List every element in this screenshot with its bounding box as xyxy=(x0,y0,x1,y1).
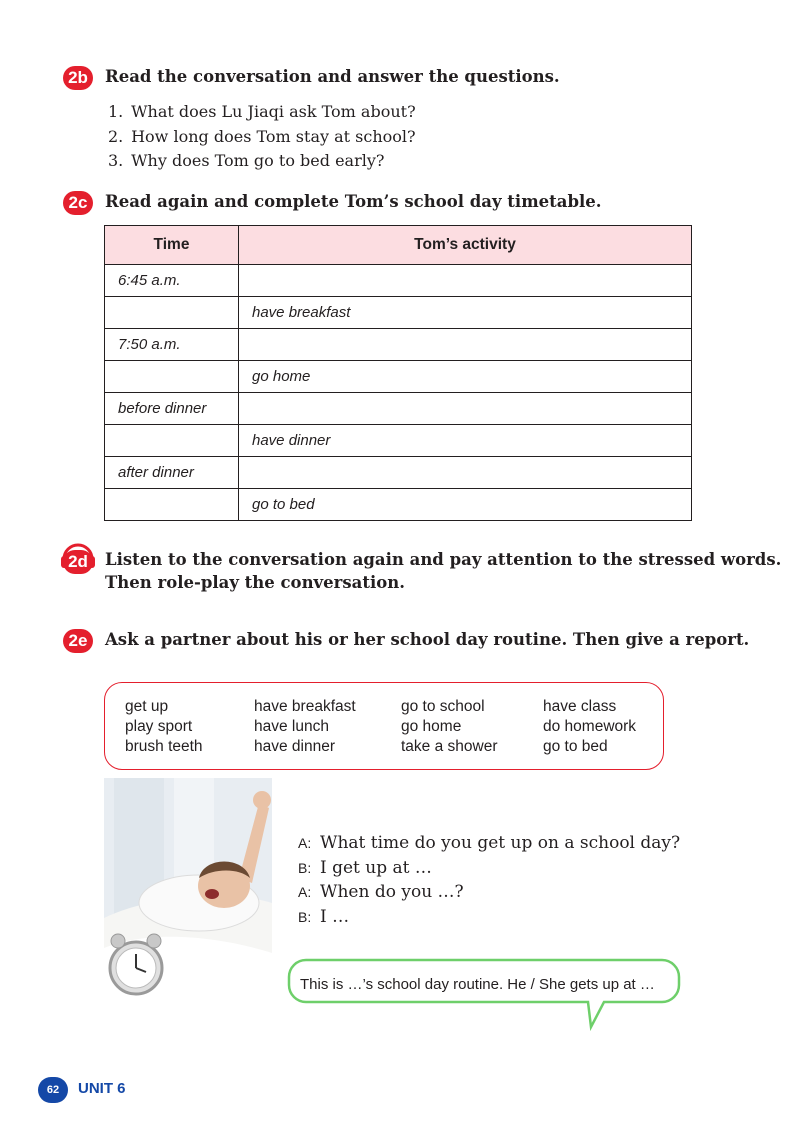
time-cell[interactable]: 6:45 a.m. xyxy=(105,265,239,297)
phrase-column xyxy=(125,697,203,757)
question-item: 3. Why does Tom go to bed early? xyxy=(108,151,385,170)
section-badge-2c: 2c xyxy=(63,191,93,215)
section-2e-title: Ask a partner about his or her school day routine. Then give a report. xyxy=(105,630,750,649)
table-row xyxy=(105,329,692,361)
phrase-item: do homework xyxy=(543,718,637,735)
question-list xyxy=(108,100,416,174)
timetable xyxy=(104,225,692,521)
activity-cell[interactable]: go to bed xyxy=(239,489,692,521)
phrase-item: have breakfast xyxy=(254,698,356,715)
phrase-item: go home xyxy=(401,718,462,735)
time-cell[interactable] xyxy=(105,489,239,521)
time-cell[interactable] xyxy=(105,425,239,457)
section-badge-2d: 2d xyxy=(63,550,93,574)
time-cell[interactable]: before dinner xyxy=(105,393,239,425)
dialog-line: B: I get up at … xyxy=(298,857,432,878)
question-item: 2. How long does Tom stay at school? xyxy=(108,126,416,146)
section-2d-title-line1: Listen to the conversation again and pay attention to the stressed words. xyxy=(105,550,782,569)
table-row xyxy=(105,489,692,521)
section-badge-2b: 2b xyxy=(63,66,93,90)
activity-cell[interactable] xyxy=(239,265,692,297)
activity-cell[interactable] xyxy=(239,329,692,361)
page-number: 62 xyxy=(38,1077,68,1103)
phrase-item: have class xyxy=(543,698,617,715)
phrase-item: go to bed xyxy=(543,738,608,755)
phrase-column xyxy=(254,697,356,757)
table-row xyxy=(105,425,692,457)
activity-cell[interactable] xyxy=(239,457,692,489)
phrase-column xyxy=(543,697,636,757)
section-badge-2e: 2e xyxy=(63,629,93,653)
unit-label: UNIT 6 xyxy=(78,1080,126,1097)
sample-dialog xyxy=(298,831,680,929)
table-row xyxy=(105,265,692,297)
phrase-item: play sport xyxy=(125,718,193,735)
timetable-header-row xyxy=(105,226,692,265)
activity-cell[interactable]: go home xyxy=(239,361,692,393)
speech-bubble xyxy=(286,957,682,1033)
phrase-column xyxy=(401,697,498,757)
phrase-item: get up xyxy=(125,698,169,715)
section-2d-title-line2: Then role-play the conversation. xyxy=(105,573,405,592)
activity-cell[interactable]: have breakfast xyxy=(239,297,692,329)
table-row xyxy=(105,361,692,393)
section-2c-title: Read again and complete Tom’s school day timetable. xyxy=(105,192,602,211)
section-2b-title: Read the conversation and answer the questions. xyxy=(105,67,560,86)
time-cell[interactable]: after dinner xyxy=(105,457,239,489)
time-column-header: Time xyxy=(105,226,239,265)
phrase-item: have lunch xyxy=(254,718,329,735)
dialog-line: A: What time do you get up on a school day? xyxy=(298,833,681,853)
phrase-item: take a shower xyxy=(401,738,498,755)
activity-cell[interactable]: have dinner xyxy=(239,425,692,457)
dialog-line: B: I … xyxy=(298,906,350,927)
time-cell[interactable]: 7:50 a.m. xyxy=(105,329,239,361)
phrase-item: go to school xyxy=(401,698,485,715)
phrase-item: have dinner xyxy=(254,738,336,755)
question-item: 1. What does Lu Jiaqi ask Tom about? xyxy=(108,102,416,121)
report-sentence: This is …’s school day routine. He / She gets up at … xyxy=(300,976,655,993)
activity-cell[interactable] xyxy=(239,393,692,425)
dialog-line: A: When do you …? xyxy=(298,882,464,902)
time-cell[interactable] xyxy=(105,361,239,393)
activity-column-header: Tom’s activity xyxy=(239,226,692,265)
phrase-item: brush teeth xyxy=(125,738,203,755)
waking-boy-photo xyxy=(104,778,272,1018)
table-row xyxy=(105,393,692,425)
table-row xyxy=(105,297,692,329)
table-row xyxy=(105,457,692,489)
time-cell[interactable] xyxy=(105,297,239,329)
